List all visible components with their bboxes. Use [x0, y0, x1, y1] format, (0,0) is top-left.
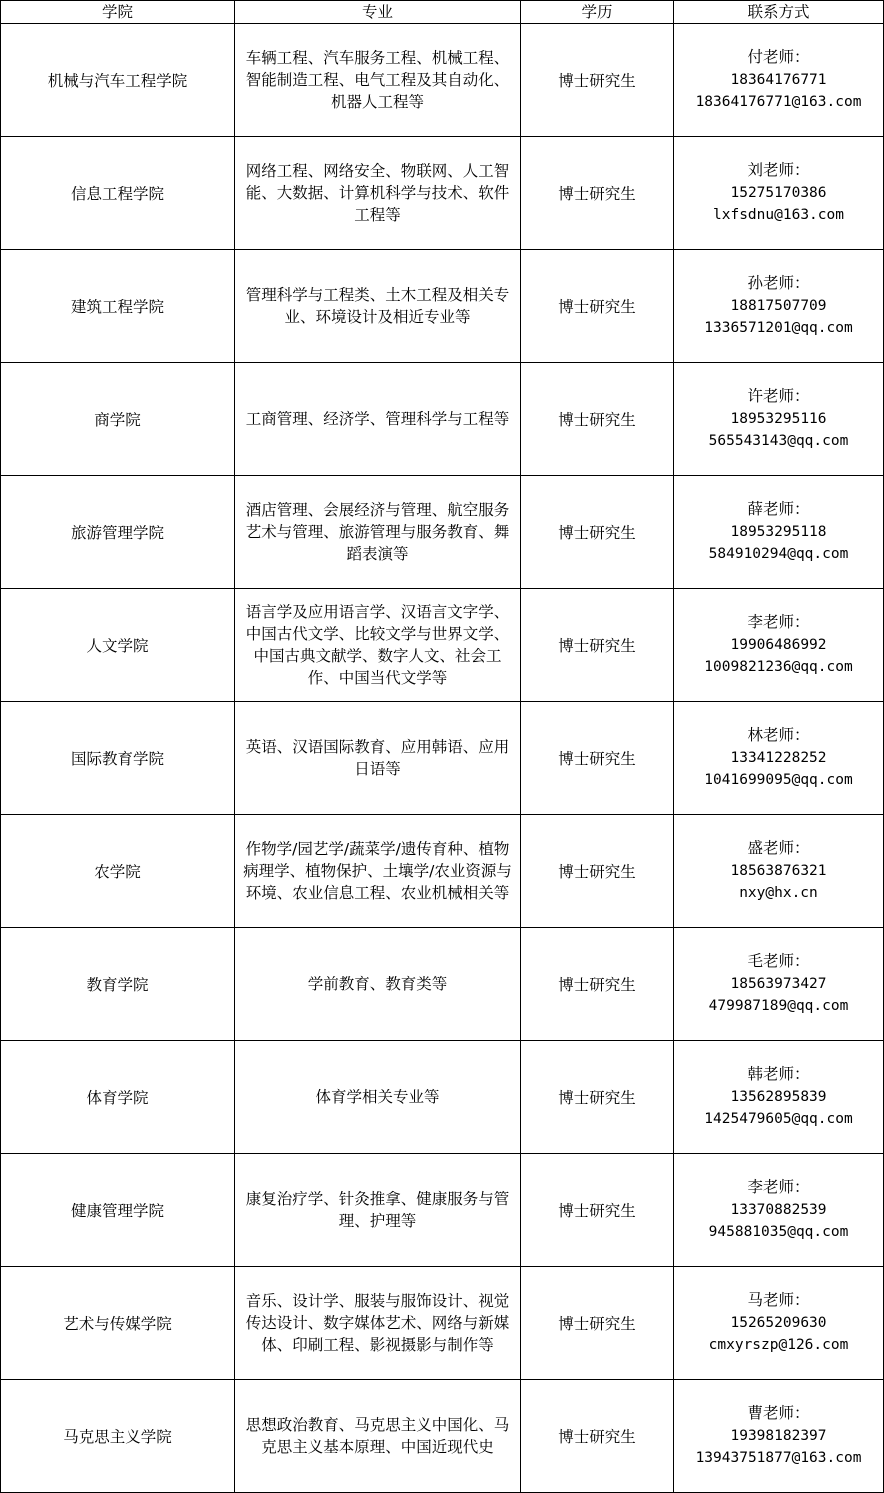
major-cell: 管理科学与工程类、土木工程及相关专业、环境设计及相近专业等 — [235, 250, 521, 363]
degree-cell: 博士研究生 — [521, 363, 674, 476]
contact-teacher: 孙老师： — [747, 274, 810, 293]
contact-cell — [674, 1267, 884, 1380]
degree-cell: 博士研究生 — [521, 928, 674, 1041]
contact-email: 565543143@qq.com — [708, 433, 849, 450]
table-row — [1, 137, 884, 250]
major-cell: 音乐、设计学、服装与服饰设计、视觉传达设计、数字媒体艺术、网络与新媒体、印刷工程、影视摄影与制作等 — [235, 1267, 521, 1380]
college-cell: 教育学院 — [1, 928, 235, 1041]
table-row — [1, 476, 884, 589]
contact-cell — [674, 928, 884, 1041]
contact-email: 1336571201@qq.com — [704, 320, 853, 337]
table-row — [1, 815, 884, 928]
major-cell: 网络工程、网络安全、物联网、人工智能、大数据、计算机科学与技术、软件工程等 — [235, 137, 521, 250]
contact-cell — [674, 24, 884, 137]
contact-email: 13943751877@163.com — [695, 1450, 862, 1467]
contact-phone: 19398182397 — [730, 1427, 827, 1444]
table-row — [1, 1154, 884, 1267]
degree-cell: 博士研究生 — [521, 137, 674, 250]
contact-teacher: 马老师： — [747, 1291, 810, 1310]
contact-phone: 13370882539 — [730, 1201, 827, 1218]
table-row — [1, 1267, 884, 1380]
college-cell: 艺术与传媒学院 — [1, 1267, 235, 1380]
contact-phone: 18563876321 — [730, 862, 827, 879]
contact-cell — [674, 815, 884, 928]
major-cell: 英语、汉语国际教育、应用韩语、应用日语等 — [235, 702, 521, 815]
college-cell: 国际教育学院 — [1, 702, 235, 815]
major-cell: 酒店管理、会展经济与管理、航空服务艺术与管理、旅游管理与服务教育、舞蹈表演等 — [235, 476, 521, 589]
major-cell: 康复治疗学、针灸推拿、健康服务与管理、护理等 — [235, 1154, 521, 1267]
major-cell: 车辆工程、汽车服务工程、机械工程、智能制造工程、电气工程及其自动化、机器人工程等 — [235, 24, 521, 137]
table-row — [1, 363, 884, 476]
contact-email: nxy@hx.cn — [739, 885, 818, 902]
contact-email: 18364176771@163.com — [695, 94, 862, 111]
header-college: 学院 — [1, 1, 235, 24]
degree-cell: 博士研究生 — [521, 1041, 674, 1154]
major-cell: 语言学及应用语言学、汉语言文字学、中国古代文学、比较文学与世界文学、中国古典文献学、数字人文、社会工作、中国当代文学等 — [235, 589, 521, 702]
contact-phone: 18364176771 — [730, 71, 827, 88]
header-degree: 学历 — [521, 1, 674, 24]
degree-cell: 博士研究生 — [521, 702, 674, 815]
contact-cell — [674, 1041, 884, 1154]
contact-cell — [674, 1380, 884, 1493]
contact-cell — [674, 137, 884, 250]
contact-email: 479987189@qq.com — [708, 998, 849, 1015]
contact-cell — [674, 250, 884, 363]
header-major: 专业 — [235, 1, 521, 24]
contact-phone: 19906486992 — [730, 636, 827, 653]
college-cell: 信息工程学院 — [1, 137, 235, 250]
degree-cell: 博士研究生 — [521, 24, 674, 137]
degree-cell: 博士研究生 — [521, 476, 674, 589]
contact-cell — [674, 1154, 884, 1267]
major-cell: 工商管理、经济学、管理科学与工程等 — [235, 363, 521, 476]
contact-cell — [674, 476, 884, 589]
contact-phone: 18563973427 — [730, 975, 827, 992]
major-cell: 学前教育、教育类等 — [235, 928, 521, 1041]
contact-teacher: 许老师： — [747, 387, 810, 406]
college-cell: 建筑工程学院 — [1, 250, 235, 363]
contact-teacher: 韩老师： — [747, 1065, 810, 1084]
contact-teacher: 曹老师： — [747, 1404, 810, 1423]
table-row — [1, 24, 884, 137]
college-cell: 机械与汽车工程学院 — [1, 24, 235, 137]
header-contact: 联系方式 — [674, 1, 884, 24]
contact-cell — [674, 702, 884, 815]
degree-cell: 博士研究生 — [521, 815, 674, 928]
contact-phone: 13562895839 — [730, 1088, 827, 1105]
contact-teacher: 林老师： — [747, 726, 810, 745]
degree-cell: 博士研究生 — [521, 1380, 674, 1493]
contact-teacher: 付老师： — [747, 48, 810, 67]
table-row — [1, 928, 884, 1041]
major-cell: 体育学相关专业等 — [235, 1041, 521, 1154]
degree-cell: 博士研究生 — [521, 250, 674, 363]
table-row — [1, 1380, 884, 1493]
contact-email: 945881035@qq.com — [708, 1224, 849, 1241]
contact-phone: 15275170386 — [730, 184, 827, 201]
contact-teacher: 李老师： — [747, 613, 810, 632]
college-cell: 健康管理学院 — [1, 1154, 235, 1267]
contact-email: 1009821236@qq.com — [704, 659, 853, 676]
contact-cell — [674, 589, 884, 702]
degree-cell: 博士研究生 — [521, 589, 674, 702]
contact-phone: 15265209630 — [730, 1314, 827, 1331]
contact-email: 1425479605@qq.com — [704, 1111, 853, 1128]
major-cell: 作物学/园艺学/蔬菜学/遗传育种、植物病理学、植物保护、土壤学/农业资源与环境、农业信息工程、农业机械相关等 — [235, 815, 521, 928]
college-cell: 马克思主义学院 — [1, 1380, 235, 1493]
table-row — [1, 250, 884, 363]
degree-cell: 博士研究生 — [521, 1154, 674, 1267]
contact-teacher: 刘老师： — [747, 161, 810, 180]
table-row — [1, 1041, 884, 1154]
contact-email: 1041699095@qq.com — [704, 772, 853, 789]
college-cell: 人文学院 — [1, 589, 235, 702]
contact-cell — [674, 363, 884, 476]
contact-phone: 18953295116 — [730, 410, 827, 427]
contact-email: 584910294@qq.com — [708, 546, 849, 563]
college-cell: 商学院 — [1, 363, 235, 476]
contact-phone: 13341228252 — [730, 749, 827, 766]
college-cell: 体育学院 — [1, 1041, 235, 1154]
major-cell: 思想政治教育、马克思主义中国化、马克思主义基本原理、中国近现代史 — [235, 1380, 521, 1493]
contact-teacher: 盛老师： — [747, 839, 810, 858]
degree-cell: 博士研究生 — [521, 1267, 674, 1380]
header-row — [1, 1, 884, 24]
college-cell: 旅游管理学院 — [1, 476, 235, 589]
table-row — [1, 589, 884, 702]
contact-teacher: 毛老师： — [747, 952, 810, 971]
contact-teacher: 李老师： — [747, 1178, 810, 1197]
contact-email: lxfsdnu@163.com — [713, 207, 844, 224]
contact-phone: 18817507709 — [730, 297, 827, 314]
table-row — [1, 702, 884, 815]
contact-teacher: 薛老师： — [747, 500, 810, 519]
contact-email: cmxyrszp@126.com — [708, 1337, 849, 1354]
college-cell: 农学院 — [1, 815, 235, 928]
contact-phone: 18953295118 — [730, 523, 827, 540]
